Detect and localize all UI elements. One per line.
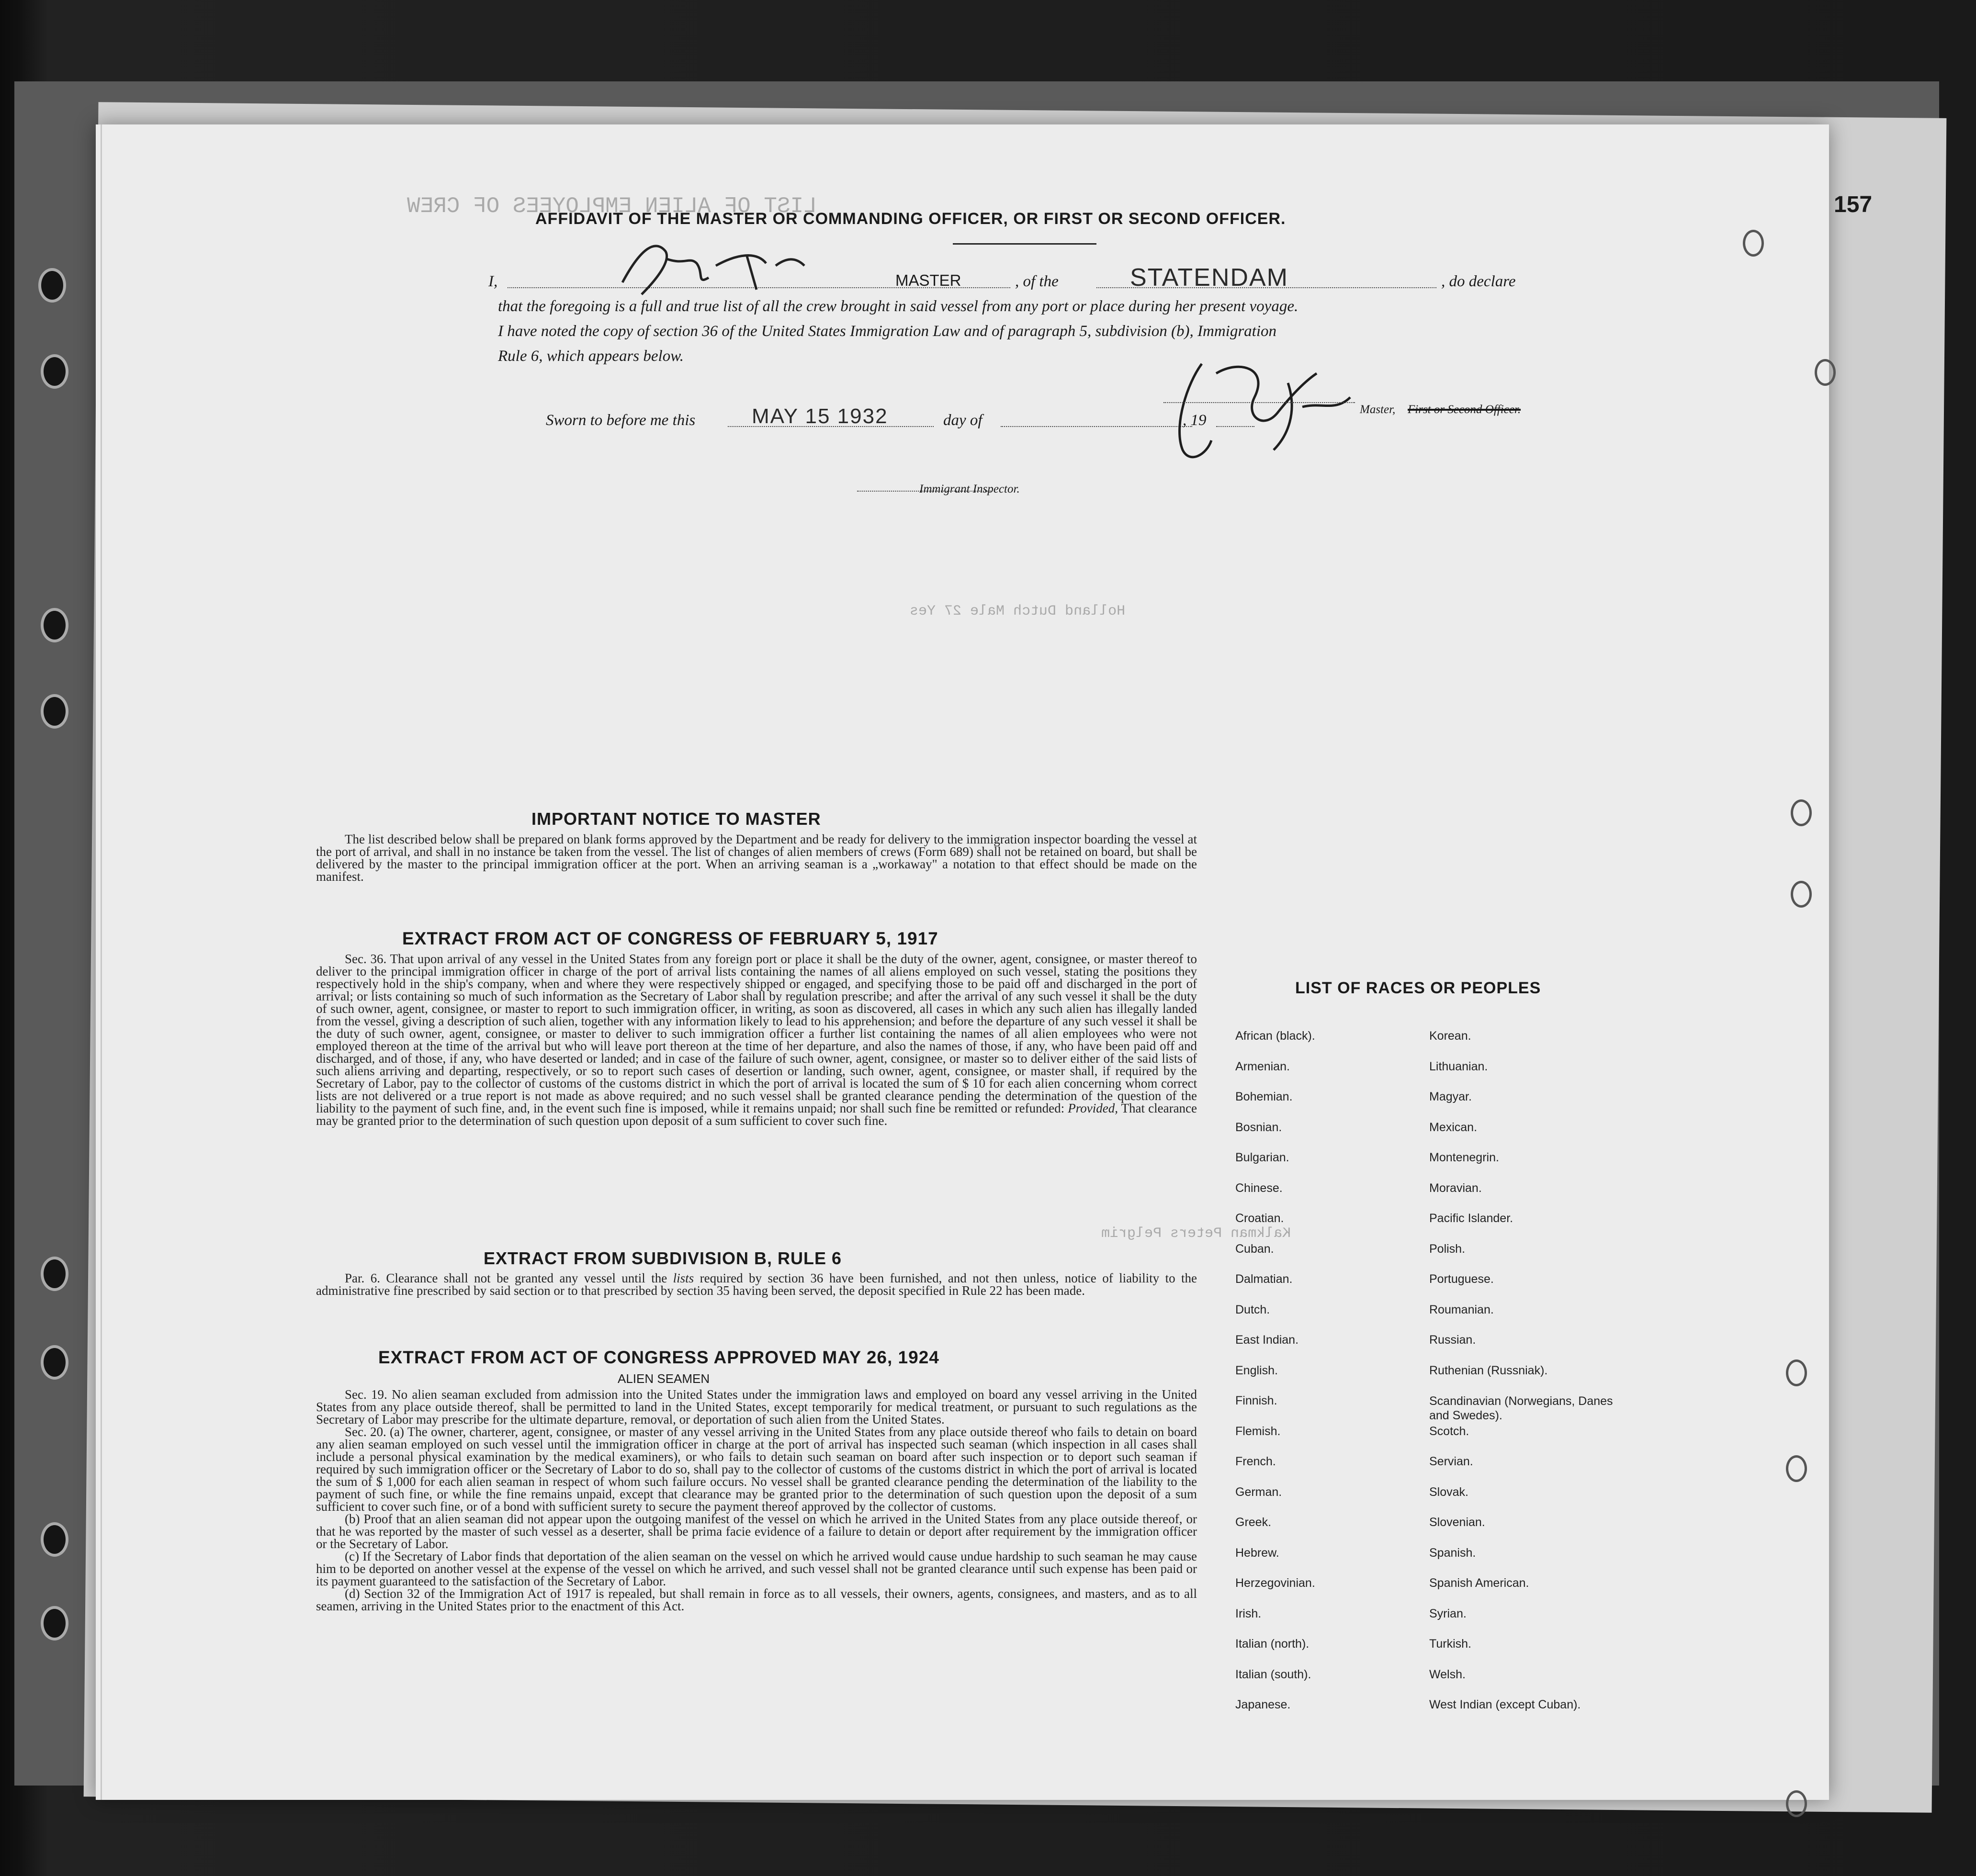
- race-item: Korean.: [1429, 1029, 1471, 1043]
- extract-1917-body: Sec. 36. That upon arrival of any vessel in the United States from any foreign port or place it shall be the duty of the owner, agent, consignee, or master thereof to deliver to the principal immigration officer in charge of the port of arrival lists containing the names of all aliens employed on such vessel, stating the positions they respectively hold in the ship's company, when and where they were respectively shipped or engaged, and specifying those to be paid off and discharged in the port of arrival; or lists containing so much of such information as the Secretary of Labor shall by regulation prescribe; and after the arrival of any such vessel it shall be the duty of such owner, agent, consignee, or master to report to such immigration officer, in writing, as soon as discovered, all cases in which any such alien has illegally landed from the vessel, giving a description of such alien, together with any information likely to lead to his apprehension; and before the departure of any such vessel it shall be the duty of such owner, agent, consignee, or master to deliver to such immigration officer a further list containing the names of all alien employees who were not employed thereon at the time of the arrival but who will leave port thereon at the time of her departure, and also the names of those, if any, who have been paid off and discharged, and of those, if any, who have deserted or landed; and in case of the failure of such owner, agent, consignee, or master so to deliver either of the said lists of such aliens arriving and departing, respectively, or so to report such cases of desertion or landing, such owner, agent, consignee, or master shall, if required by the Secretary of Labor, pay to the collector of customs of the customs district in which the port of arrival is located the sum of $ 10 for each alien concerning whom correct lists are not delivered or a true report is not made as above required; and no such vessel shall be granted clearance pending the determination of the question of the liability to the payment of such fine, and, in the event such fine is imposed, while it remains unpaid; nor shall such fine be remitted or refunded:: [316, 952, 1197, 1115]
- race-item: Magyar.: [1429, 1090, 1472, 1103]
- year-label: , 19: [1183, 412, 1207, 429]
- race-item: West Indian (except Cuban).: [1429, 1698, 1581, 1711]
- master-signature-initial: [613, 237, 814, 299]
- binder-ring-hole: [1743, 230, 1764, 257]
- races-title: LIST OF RACES OR PEOPLES: [1295, 979, 1541, 997]
- extract-1917-text: [316, 953, 1197, 1127]
- sworn-label: Sworn to before me this: [546, 412, 696, 429]
- race-item: African (black).: [1235, 1029, 1315, 1043]
- binder-ring-hole: [1791, 799, 1812, 826]
- race-item: Japanese.: [1235, 1698, 1291, 1711]
- race-item: Pacific Islander.: [1429, 1212, 1513, 1225]
- sec20c-text: (c) If the Secretary of Labor finds that deportation of the alien seaman on the vessel on which he arrived would cause undue hardship to such seaman he may cause him to be deported on another vessel at the expense of the vessel on which he arrived, and such vessel shall not be granted clearance until such expense has been paid or its payment guaranteed to the satisfaction of the Secretary of Labor.: [316, 1549, 1197, 1588]
- binder-ring-hole: [1815, 359, 1836, 386]
- rank-value: MASTER: [895, 271, 961, 289]
- punch-hole: [41, 354, 68, 389]
- race-item: Flemish.: [1235, 1424, 1281, 1438]
- race-item: Irish.: [1235, 1606, 1262, 1620]
- inspector-caption: Immigrant Inspector.: [919, 483, 1020, 495]
- sec19-text: Sec. 19. No alien seaman excluded from admission into the United States under the immigration laws and employed on board any vessel arriving in the United States from any place outside thereof, shall be permitted to land in the United States, except temporarily for medical treatment, or pursuant to such regulations as the Secretary of Labor may prescribe for the ultimate departure, removal, or deportation of such alien from the United States.: [316, 1387, 1197, 1427]
- notice-title: IMPORTANT NOTICE TO MASTER: [531, 809, 821, 829]
- binder-ring-hole: [1791, 881, 1812, 908]
- extract-1924-title: EXTRACT FROM ACT OF CONGRESS APPROVED MAY 26, 1924: [378, 1348, 939, 1367]
- race-item: Montenegrin.: [1429, 1151, 1499, 1164]
- vessel-name: STATENDAM: [1130, 264, 1288, 292]
- punch-hole: [41, 608, 68, 642]
- race-item: Spanish.: [1429, 1546, 1476, 1560]
- race-item: Spanish American.: [1429, 1576, 1529, 1590]
- notice-text: The list described below shall be prepared on blank forms approved by the Department and be ready for delivery to the immigration inspector boarding the vessel at the port of arrival, and shall in no instance be taken from the vessel. The list of changes of alien members of crews (Form 689) shall not be retained on board, but shall be delivered by the master to the principal immigration officer at the port. When an arriving seaman is a „workaway" a notation to that effect should be made on the manifest.: [316, 832, 1197, 884]
- officer-signature-line: [1163, 402, 1355, 403]
- race-item: Greek.: [1235, 1516, 1272, 1529]
- sec20a-text: Sec. 20. (a) The owner, charterer, agent, consignee, or master of any vessel arriving in the United States from any place outside thereof who fails to detain on board any alien seaman employed on such vessel until the immigration officer in charge at the port of arrival has inspected such seaman (which inspection in all cases shall include a personal physical examination by the medical examiners), or who fails to detain such seaman on board after such inspection or to deport such seaman if required by such immigration officer or the Secretary of Labor to do so, shall pay to the collector of customs of the customs district in which the port of arrival is located the sum of $ 1,000 for each alien seaman in respect of whom such failure occurs. No vessel shall be granted clearance pending the determination of the liability to the payment of such fine, or while the fine remains unpaid, except that clearance may be granted prior to the determination of such question upon the deposit of a sum sufficient to cover such fine, or of a bond with sufficient surety to secure the payment thereof approved by the collector of customs.: [316, 1425, 1197, 1514]
- race-item: Roumanian.: [1429, 1303, 1494, 1316]
- extract-1924-text: [316, 1388, 1197, 1612]
- race-item: Syrian.: [1429, 1606, 1467, 1620]
- extract-rule6-text: [316, 1272, 1197, 1297]
- extract-1917-tail: That clearance may be granted prior to the determination of such question upon deposit of a sum sufficient to cover such fine.: [316, 1101, 1197, 1128]
- race-item: Italian (south).: [1235, 1667, 1311, 1681]
- sec20b-text: (b) Proof that an alien seaman did not appear upon the outgoing manifest of the vessel on which he arrived in the United States from any place outside thereof, or that he was reported by the master of such vessel as a deserter, shall be prima facie evidence of a failure to detain or deport after requirement by the immigration officer or the Secretary of Labor.: [316, 1512, 1197, 1551]
- race-item: Chinese.: [1235, 1181, 1283, 1195]
- race-item: German.: [1235, 1485, 1282, 1499]
- race-item: Croatian.: [1235, 1212, 1284, 1225]
- race-item: English.: [1235, 1363, 1278, 1377]
- race-item: Portuguese.: [1429, 1272, 1494, 1286]
- extract-1917-title: EXTRACT FROM ACT OF CONGRESS OF FEBRUARY 5, 1917: [402, 929, 938, 948]
- punch-hole: [38, 268, 66, 303]
- race-item: Slovenian.: [1429, 1516, 1485, 1529]
- affidavit-line-3: I have noted the copy of section 36 of the United States Immigration Law and of paragraph 5, subdivision (b), Immigration: [498, 323, 1277, 340]
- race-item: Mexican.: [1429, 1120, 1478, 1134]
- affidavit-title: AFFIDAVIT OF THE MASTER OR COMMANDING OFFICER, OR FIRST OR SECOND OFFICER.: [535, 210, 1286, 228]
- binder-ring-hole: [1786, 1790, 1807, 1817]
- race-item: Armenian.: [1235, 1059, 1290, 1073]
- races-right-column: [1429, 1029, 1630, 1729]
- race-item: Servian.: [1429, 1455, 1473, 1468]
- do-declare-label: , do declare: [1441, 273, 1516, 290]
- page-edge-shadow: [101, 124, 102, 1800]
- officer-caption: Master,: [1360, 403, 1396, 416]
- bleed-through-text: Holland Dutch Male 27 Yes: [910, 603, 1126, 619]
- of-the-label: , of the: [1015, 273, 1059, 290]
- punch-hole: [41, 1345, 68, 1380]
- race-item: French.: [1235, 1455, 1276, 1468]
- extract-rule6-body: Par. 6. Clearance shall not be granted any vessel until the: [345, 1271, 667, 1285]
- title-underline: [953, 243, 1096, 245]
- race-item: Scotch.: [1429, 1424, 1469, 1438]
- binder-ring-hole: [1786, 1359, 1807, 1386]
- bleed-through-text: Kalkman Peters Pelgrim: [1101, 1225, 1291, 1242]
- sworn-date-stamp: MAY 15 1932: [752, 404, 888, 428]
- race-item: Italian (north).: [1235, 1637, 1310, 1651]
- binder-ring-hole: [1786, 1455, 1807, 1482]
- races-left-column: [1235, 1029, 1315, 1729]
- page-number: 157: [1834, 192, 1873, 217]
- extract-rule6-tail: required by section 36 have been furnished, and not then unless, notice of liability to the administrative fine prescribed by said section or to that prescribed by section 35 having been served, the deposit specified in Rule 22 has been made.: [316, 1271, 1197, 1298]
- punch-hole: [41, 1606, 68, 1640]
- sec20d-text: (d) Section 32 of the Immigration Act of 1917 is repealed, but shall remain in force as to all vessels, their owners, agents, consignees, and masters, and as to all seamen, arriving in the United States prior to the enactment of this Act.: [316, 1586, 1197, 1613]
- affidavit-line-4: Rule 6, which appears below.: [498, 348, 684, 365]
- race-item: Hebrew.: [1235, 1546, 1279, 1560]
- race-item: Russian.: [1429, 1333, 1476, 1347]
- race-item: Moravian.: [1429, 1181, 1482, 1195]
- extract-1924-subtitle: ALIEN SEAMEN: [618, 1371, 710, 1386]
- affidavit-i: I,: [488, 273, 498, 290]
- officer-signature: [1144, 354, 1365, 469]
- race-item: Welsh.: [1429, 1667, 1466, 1681]
- race-item: Ruthenian (Russniak).: [1429, 1363, 1548, 1377]
- race-item: Bosnian.: [1235, 1120, 1282, 1134]
- race-item: Bulgarian.: [1235, 1151, 1289, 1164]
- extract-rule6-title: EXTRACT FROM SUBDIVISION B, RULE 6: [484, 1248, 842, 1268]
- race-item: Turkish.: [1429, 1637, 1471, 1651]
- punch-hole: [41, 694, 68, 729]
- race-item: Lithuanian.: [1429, 1059, 1488, 1073]
- race-item: Slovak.: [1429, 1485, 1468, 1499]
- race-item: Cuban.: [1235, 1242, 1274, 1256]
- race-item: Polish.: [1429, 1242, 1466, 1256]
- punch-hole: [41, 1522, 68, 1557]
- race-item: East Indian.: [1235, 1333, 1299, 1347]
- race-item: Dutch.: [1235, 1303, 1270, 1316]
- affidavit-line-2: that the foregoing is a full and true list of all the crew brought in said vessel from any port or place during her present voyage.: [498, 298, 1299, 315]
- race-item: Herzegovinian.: [1235, 1576, 1315, 1590]
- race-item: Finnish.: [1235, 1394, 1277, 1407]
- race-item: Scandinavian (Norwegians, Danes and Swedes).: [1429, 1394, 1613, 1422]
- extract-1917-provided: Provided,: [1068, 1101, 1118, 1115]
- officer-caption-struck: First or Second Officer.: [1408, 403, 1521, 416]
- extract-rule6-lists: lists: [673, 1271, 694, 1285]
- bleed-through-text: LIST OF ALIEN EMPLOYEES OF CREW: [407, 194, 817, 219]
- race-item: Dalmatian.: [1235, 1272, 1293, 1286]
- day-of-label: day of: [943, 412, 982, 429]
- race-item: Bohemian.: [1235, 1090, 1293, 1103]
- punch-hole: [41, 1257, 68, 1291]
- affidavit-page: [96, 124, 1873, 1800]
